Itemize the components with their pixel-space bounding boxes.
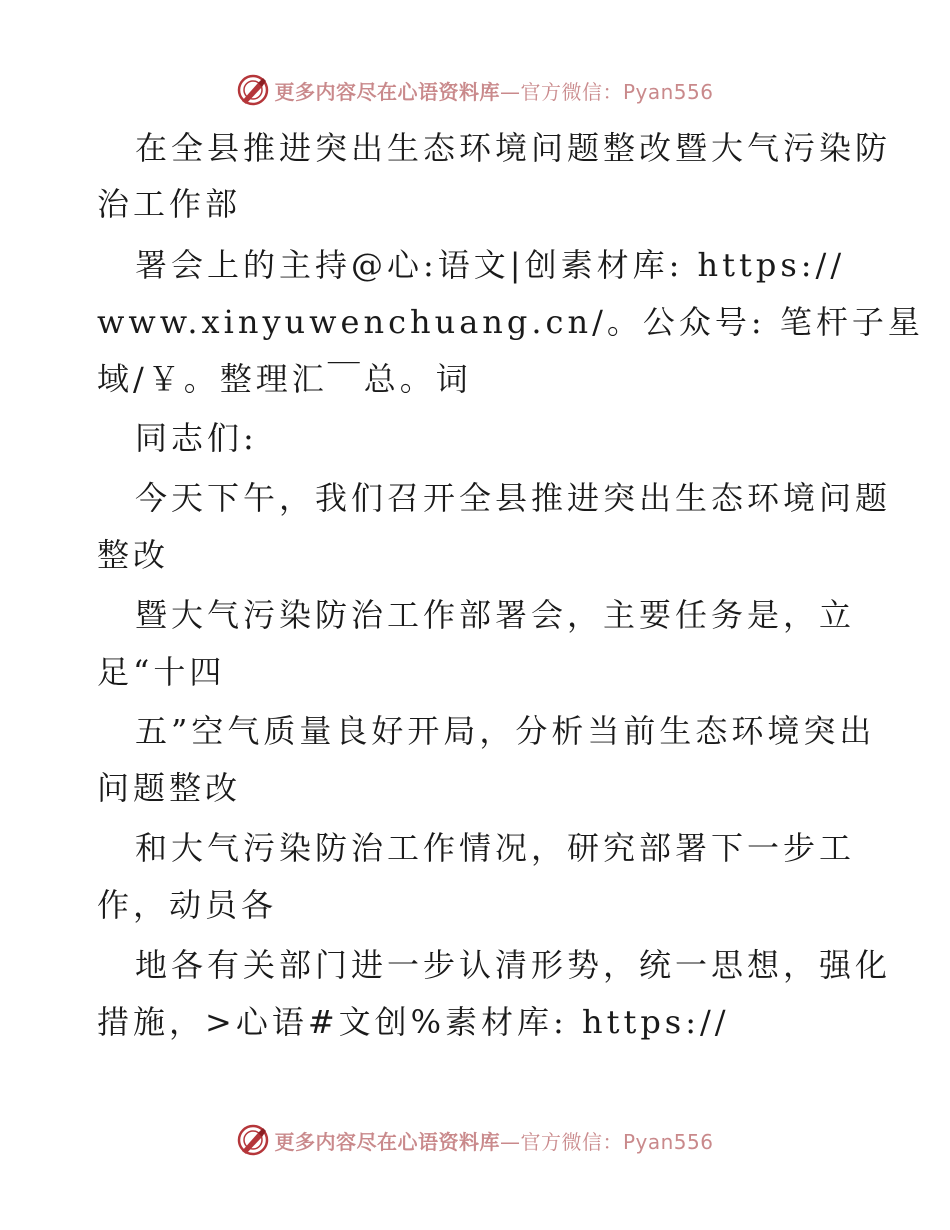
header-banner-text [274,76,713,105]
body-line: 作，动员各 [97,886,278,924]
header-banner-lead: 更多内容尽在心语资料库 [274,79,500,104]
header-banner [0,70,950,110]
body-line: 署会上的主持@心:语文|创素材库: https:// [135,246,846,284]
body-line: www.xinyuwenchuang.cn/。公众号: 笔杆子星 [97,303,924,341]
header-banner-dash: — [499,79,521,104]
body-line: 问题整改 [97,769,242,807]
pen-logo-icon [236,73,270,107]
footer-banner-dash: — [499,1129,521,1154]
body-line: 治工作部 [97,185,242,223]
footer-banner-lead: 更多内容尽在心语资料库 [274,1129,500,1154]
body-line: 域/￥。整理汇￣总。词 [97,360,472,398]
footer-banner-text [274,1126,713,1155]
body-line: 暨大气污染防治工作部署会，主要任务是，立 [135,596,856,634]
body-line: 足“十四 [97,653,226,691]
body-line: 整改 [97,536,170,574]
body-line: 和大气污染防治工作情况，研究部署下一步工 [135,829,856,867]
pen-logo-icon [236,1123,270,1157]
footer-banner [0,1120,950,1160]
body-line: 五”空气质量良好开局，分析当前生态环境突出 [135,712,876,750]
body-line: 措施，>心语#文创%素材库: https:// [97,1003,730,1041]
body-line: 在全县推进突出生态环境问题整改暨大气污染防 [135,129,892,167]
footer-banner-tail: 官方微信：Pyan556 [520,1129,714,1154]
header-banner-tail: 官方微信：Pyan556 [520,79,714,104]
body-line: 地各有关部门进一步认清形势，统一思想，强化 [135,946,892,984]
body-line: 同志们: [135,419,258,457]
body-line: 今天下午，我们召开全县推进突出生态环境问题 [135,479,892,517]
